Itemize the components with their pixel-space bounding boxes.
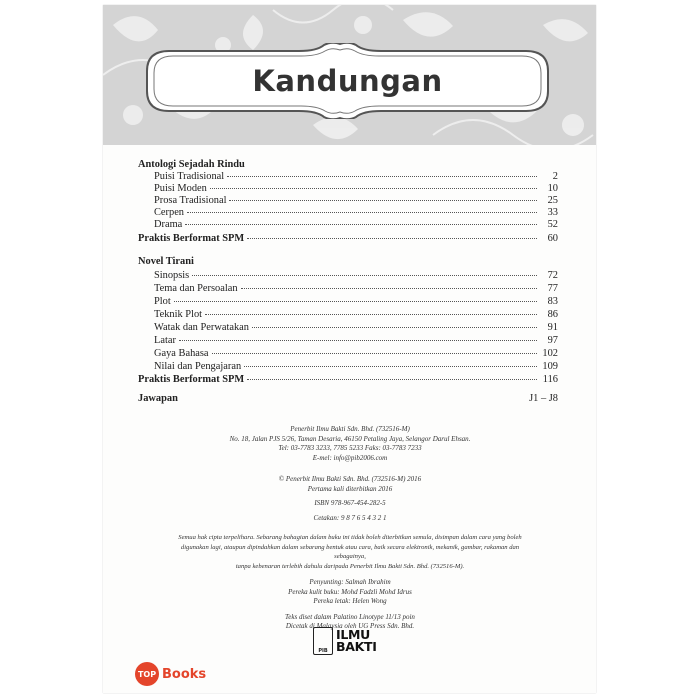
toc-page: 72 — [547, 270, 558, 281]
dot-leader — [247, 238, 537, 239]
publisher-name: Penerbit Ilmu Bakti Sdn. Bhd. (732516-M) — [290, 425, 410, 433]
toc-row-praktis-1[interactable] — [138, 233, 558, 246]
cover-designer: Pereka kulit buku: Mohd Fadzli Mohd Idrus — [288, 587, 412, 596]
toc-page: 60 — [547, 233, 558, 244]
copyright-block — [125, 475, 575, 523]
toc-page: 91 — [547, 322, 558, 333]
rights-text: tanpa kebenaran terlebih dahulu daripada Penerbit Ilmu Bakti Sdn. Bhd. (732516-M). — [235, 562, 465, 570]
section-heading-novel: Novel Tirani — [138, 256, 194, 267]
toc-page: 10 — [547, 183, 558, 194]
floral-banner — [103, 5, 596, 145]
dot-leader — [205, 314, 537, 315]
toc-label: Puisi Tradisional — [154, 171, 225, 182]
toc-page: 116 — [542, 374, 558, 385]
dot-leader — [187, 212, 537, 213]
publisher-phone: Tel: 03-7783 3233, 7785 5233 Faks: 03-7783 7233 — [278, 444, 422, 452]
toc-label: Tema dan Persoalan — [154, 283, 238, 294]
toc-row[interactable] — [138, 270, 558, 283]
toc-row[interactable] — [138, 296, 558, 309]
toc-page: 52 — [547, 219, 558, 230]
toc-page: 102 — [542, 348, 558, 359]
logo-wordmark — [336, 629, 377, 653]
page-title: Kandungan — [252, 64, 443, 98]
credits-block — [125, 578, 575, 632]
toc-page: 109 — [542, 361, 558, 372]
publisher-address: No. 18, Jalan PJS 5/26, Taman Desaria, 46150 Petaling Jaya, Selangor Darul Ehsan. — [229, 434, 471, 443]
topbooks-watermark — [135, 662, 206, 686]
print-run: Cetakan: 9 8 7 6 5 4 3 2 1 — [313, 513, 387, 522]
toc-page: 77 — [547, 283, 558, 294]
dot-leader — [247, 379, 537, 380]
publisher-email: E-mel: info@pib2006.com — [312, 453, 388, 462]
toc-label: Praktis Berformat SPM — [138, 233, 245, 244]
toc-label: Watak dan Perwatakan — [154, 322, 249, 333]
printer-note: Dicetak di Malaysia oleh UG Press Sdn. Bhd. — [285, 622, 415, 630]
section-heading-antologi: Antologi Sejadah Rindu — [138, 159, 245, 170]
layout-designer: Pereka letak: Helen Wong — [313, 597, 387, 605]
publisher-logo — [313, 626, 379, 656]
toc-label: Jawapan — [138, 393, 178, 404]
toc-row[interactable] — [138, 219, 558, 232]
logo-mark-text: PIB — [318, 648, 328, 654]
toc-label: Teknik Plot — [154, 309, 203, 320]
toc-page: 33 — [547, 207, 558, 218]
toc-page: 25 — [547, 195, 558, 206]
dot-leader — [229, 200, 537, 201]
dot-leader — [192, 275, 537, 276]
watermark-text: Books — [162, 666, 207, 682]
toc-label: Sinopsis — [154, 270, 190, 281]
book-page — [103, 5, 596, 693]
toc-label: Latar — [154, 335, 176, 346]
copyright-line: © Penerbit Ilmu Bakti Sdn. Bhd. (732516-M) 2016 — [278, 475, 422, 483]
book-stack-icon — [313, 627, 333, 655]
toc-row[interactable] — [138, 335, 558, 348]
toc-label: Prosa Tradisional — [154, 195, 227, 206]
dot-leader — [241, 288, 537, 289]
dot-leader — [252, 327, 537, 328]
toc-label: Plot — [154, 296, 171, 307]
toc-row[interactable] — [138, 309, 558, 322]
toc-row[interactable] — [138, 283, 558, 296]
toc-label: Nilai dan Pengajaran — [154, 361, 242, 372]
watermark-circle: TOP — [135, 662, 159, 686]
dot-leader — [244, 366, 537, 367]
logo-line-1: ILMU — [336, 627, 371, 642]
toc-label: Praktis Berformat SPM — [138, 374, 245, 385]
editor: Penyunting: Salmah Ibrahim — [309, 578, 391, 586]
title-frame — [139, 43, 556, 119]
toc-row-jawapan[interactable] — [138, 393, 558, 406]
toc-row-praktis-2[interactable] — [138, 374, 558, 387]
typeset-note: Teks diset dalam Palatino Linotype 11/13 poin — [285, 612, 415, 621]
toc-page: J1 – J8 — [529, 393, 558, 404]
rights-text: Semua hak cipta terpelihara. Sebarang bahagian dalam buku ini tidak boleh diterbitkan semula, disimpan dalam cara yang boleh — [178, 534, 522, 541]
toc-row[interactable] — [138, 361, 558, 374]
rights-text: sebagainya, — [334, 553, 366, 560]
dot-leader — [210, 188, 537, 189]
isbn: ISBN 978-967-454-282-5 — [314, 499, 386, 507]
dot-leader — [212, 353, 537, 354]
toc-page: 2 — [552, 171, 558, 182]
toc-label: Drama — [154, 219, 183, 230]
dot-leader — [174, 301, 537, 302]
toc-page: 83 — [547, 296, 558, 307]
publisher-block — [125, 425, 575, 463]
first-published: Pertama kali diterbitkan 2016 — [307, 484, 393, 493]
toc-row[interactable] — [138, 322, 558, 335]
dot-leader — [179, 340, 537, 341]
toc-page: 86 — [547, 309, 558, 320]
toc-label: Puisi Moden — [154, 183, 207, 194]
dot-leader — [227, 176, 537, 177]
dot-leader — [185, 224, 537, 225]
toc-page: 97 — [547, 335, 558, 346]
rights-block — [125, 533, 575, 571]
logo-line-2: BAKTI — [336, 639, 377, 654]
toc-row[interactable] — [138, 348, 558, 361]
rights-text: digunakan lagi, ataupun dipindahkan dalam sebarang bentuk atau cara, baik secara elektronik, mekanik, gambar, rakaman dan — [180, 543, 520, 551]
toc-label: Cerpen — [154, 207, 185, 218]
toc-label: Gaya Bahasa — [154, 348, 209, 359]
